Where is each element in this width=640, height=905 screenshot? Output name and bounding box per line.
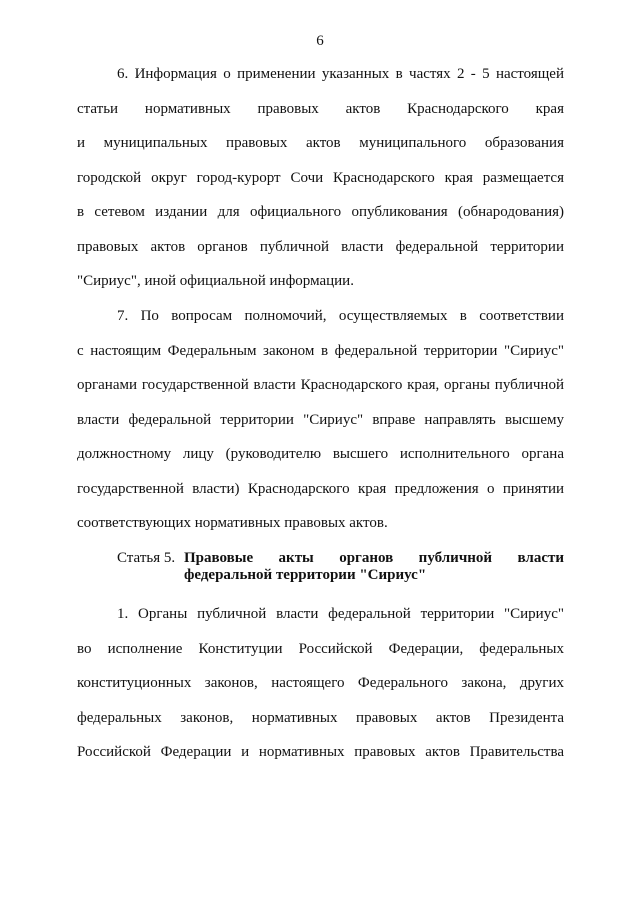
- page-number: 6: [316, 33, 324, 49]
- text-line: и муниципальных правовых актов муниципального образования: [77, 135, 564, 151]
- text-line: Российской Федерации и нормативных правовых актов Правительства: [77, 744, 564, 760]
- article-title-line: Правовые акты органов публичной власти: [184, 550, 564, 566]
- text-line: 1. Органы публичной власти федеральной территории "Сириус": [117, 606, 564, 622]
- text-line: во исполнение Конституции Российской Федерации, федеральных: [77, 641, 564, 657]
- text-line: 7. По вопросам полномочий, осуществляемых в соответствии: [117, 308, 564, 324]
- text-line: статьи нормативных правовых актов Краснодарского края: [77, 101, 564, 117]
- text-line: правовых актов органов публичной власти федеральной территории: [77, 239, 564, 255]
- article-label: Статья 5.: [117, 550, 176, 566]
- text-line: власти федеральной территории "Сириус" вправе направлять высшему: [77, 412, 564, 428]
- text-line: соответствующих нормативных правовых актов.: [77, 515, 388, 531]
- text-line: органами государственной власти Краснодарского края, органы публичной: [77, 377, 564, 393]
- text-line: государственной власти) Краснодарского края предложения о принятии: [77, 481, 564, 497]
- article-title-line: федеральной территории "Сириус": [184, 567, 427, 583]
- text-line: "Сириус", иной официальной информации.: [77, 273, 354, 289]
- text-line: конституционных законов, настоящего Федерального закона, других: [77, 675, 564, 691]
- text-line: 6. Информация о применении указанных в частях 2 - 5 настоящей: [117, 66, 564, 82]
- text-line: федеральных законов, нормативных правовых актов Президента: [77, 710, 564, 726]
- text-line: в сетевом издании для официального опубликования (обнародования): [77, 204, 564, 220]
- text-line: городской округ город-курорт Сочи Краснодарского края размещается: [77, 170, 564, 186]
- text-line: с настоящим Федеральным законом в федеральной территории "Сириус": [77, 343, 564, 359]
- text-line: должностному лицу (руководителю высшего исполнительного органа: [77, 446, 564, 462]
